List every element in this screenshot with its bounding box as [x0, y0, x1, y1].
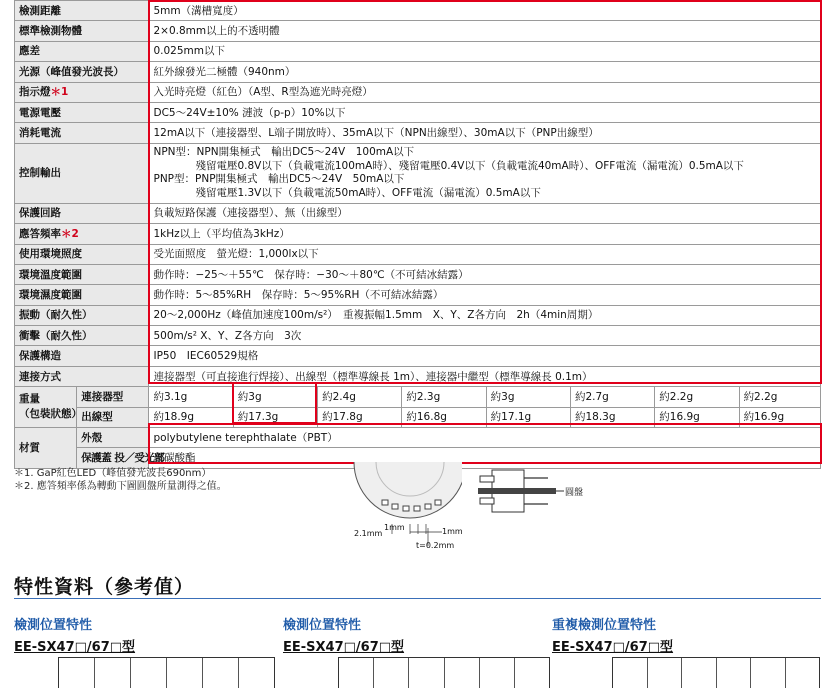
disc-edge — [478, 488, 556, 494]
weight-cell: 約17.1g — [486, 407, 570, 427]
weight-cell: 約3.1g — [149, 387, 233, 407]
section-divider — [14, 598, 821, 599]
weight-cell: 約17.3g — [233, 407, 317, 427]
chart-model-1: EE-SX47□/67□型 — [14, 640, 136, 655]
weight-cell: 約3g — [233, 387, 317, 407]
row-control-output: 控制輸出 NPN型：NPN開集極式 輸出DC5～24V 100mA以下 殘留電壓0.8V以下（負載電流100mA時）、殘留電壓0.4V以下（負載電流40mA時）、OFF電流（漏電流）0.5mA以下 PNP型：PNP開集極式 輸出DC5～24V 50mA以下 殘留電壓1.3V以下（負載電流50mA時）、OFF電流（漏電流）0.5mA以下 — [15, 143, 821, 203]
footnotes — [14, 467, 227, 493]
weight-cell: 約2.3g — [402, 387, 486, 407]
row-light-source: 光源（峰值發光波長） 紅外線發光二極體（940nm） — [15, 62, 821, 82]
row-voltage: 電源電壓 DC5～24V±10% 漣波（p-p）10%以下 — [15, 102, 821, 122]
row-weight-connector: 重量 （包裝狀態） 連接器型 約3.1g 約3g 約2.4g 約2.3g 約3g 約2.7g 約2.2g 約2.2g — [15, 387, 821, 407]
svg-text:2.1mm: 2.1mm — [354, 529, 383, 538]
response-label: 應答頻率 — [19, 227, 61, 240]
row-ambient-humidity: 環境濕度範圍 動作時：5～85%RH 保存時：5～95%RH（不可結冰結露） — [15, 285, 821, 305]
note-mark-1: ＊1 — [50, 86, 69, 99]
weight-cell: 約16.9g — [739, 407, 820, 427]
svg-text:t=0.2mm: t=0.2mm — [416, 541, 455, 550]
weight-cell: 約3g — [486, 387, 570, 407]
weight-cell: 約17.8g — [318, 407, 402, 427]
row-indicator: 指示燈＊1 入光時亮燈（紅色）（A型、R型為遮光時亮燈） — [15, 82, 821, 102]
row-protection: 保護回路 負載短路保護（連接器型）、無（出線型） — [15, 203, 821, 223]
row-ambient-temp: 環境溫度範圍 動作時：−25～＋55℃ 保存時：−30～＋80℃（不可結冰結露） — [15, 264, 821, 284]
row-hysteresis: 應差 0.025mm以下 — [15, 41, 821, 61]
weight-cell: 約18.9g — [149, 407, 233, 427]
chart-title-2: 檢測位置特性 — [283, 618, 362, 633]
weight-cell: 約2.2g — [739, 387, 820, 407]
weight-cell: 約16.8g — [402, 407, 486, 427]
rotating-disc-diagram — [352, 462, 597, 554]
weight-cell: 約2.4g — [318, 387, 402, 407]
indicator-label: 指示燈 — [19, 86, 51, 99]
chart-model-3: EE-SX47□/67□型 — [552, 640, 674, 655]
row-enclosure: 保護構造 IP50 IEC60529規格 — [15, 346, 821, 366]
row-vibration: 振動（耐久性） 20～2,000Hz（峰值加速度100m/s²） 重複振幅1.5mm X、Y、Z各方向 2h（4min周期） — [15, 305, 821, 325]
footnote-2: ＊2. 應答頻率係為轉動下圖圓盤所量測得之值。 — [14, 481, 227, 492]
row-material-cover: 保護蓋 投／受光部 聚碳酸酯 — [15, 448, 821, 468]
chart-grid-3 — [612, 657, 820, 688]
row-detect-distance: 檢測距離 5mm（溝槽寬度） — [15, 1, 821, 21]
chart-title-3: 重複檢測位置特性 — [552, 618, 657, 633]
row-material-case: 材質 外殼 polybutylene terephthalate（PBT） — [15, 428, 821, 448]
row-connection: 連接方式 連接器型（可直接進行焊接）、出線型（標準導線長 1m）、連接器中繼型（標準導線長 0.1m） — [15, 366, 821, 386]
row-ambient-light: 使用環境照度 受光面照度 螢光燈：1,000lx以下 — [15, 244, 821, 264]
svg-text:1mm: 1mm — [384, 523, 405, 532]
weight-cell: 約16.9g — [655, 407, 739, 427]
row-current: 消耗電流 12mA以下（連接器型、L端子開放時）、35mA以下（NPN出線型）、30mA以下（PNP出線型） — [15, 123, 821, 143]
row-std-object: 標準檢測物體 2×0.8mm以上的不透明體 — [15, 21, 821, 41]
row-response: 應答頻率＊2 1kHz以上（平均值為3kHz） — [15, 224, 821, 244]
material-label: 材質 — [15, 428, 77, 469]
spec-table — [14, 0, 821, 469]
note-mark-2: ＊2 — [61, 227, 79, 240]
chart-title-1: 檢測位置特性 — [14, 618, 93, 633]
footnote-1: ＊1. GaP紅色LED（峰值發光波長690nm） — [14, 468, 212, 479]
section-title: 特性資料（參考值） — [14, 576, 195, 598]
svg-text:1mm: 1mm — [442, 527, 463, 536]
chart-grid-2 — [338, 657, 550, 688]
weight-cell: 約2.7g — [570, 387, 654, 407]
weight-cell: 約18.3g — [570, 407, 654, 427]
row-weight-cable: 出線型 約18.9g 約17.3g 約17.8g 約16.8g 約17.1g 約18.3g 約16.9g 約16.9g — [15, 407, 821, 427]
disc-label: 圓盤 — [565, 488, 584, 498]
chart-grid-1 — [58, 657, 275, 688]
chart-model-2: EE-SX47□/67□型 — [283, 640, 405, 655]
weight-label: 重量 （包裝狀態） — [15, 387, 77, 428]
weight-cell: 約2.2g — [655, 387, 739, 407]
row-shock: 衝擊（耐久性） 500m/s² X、Y、Z各方向 3次 — [15, 326, 821, 346]
